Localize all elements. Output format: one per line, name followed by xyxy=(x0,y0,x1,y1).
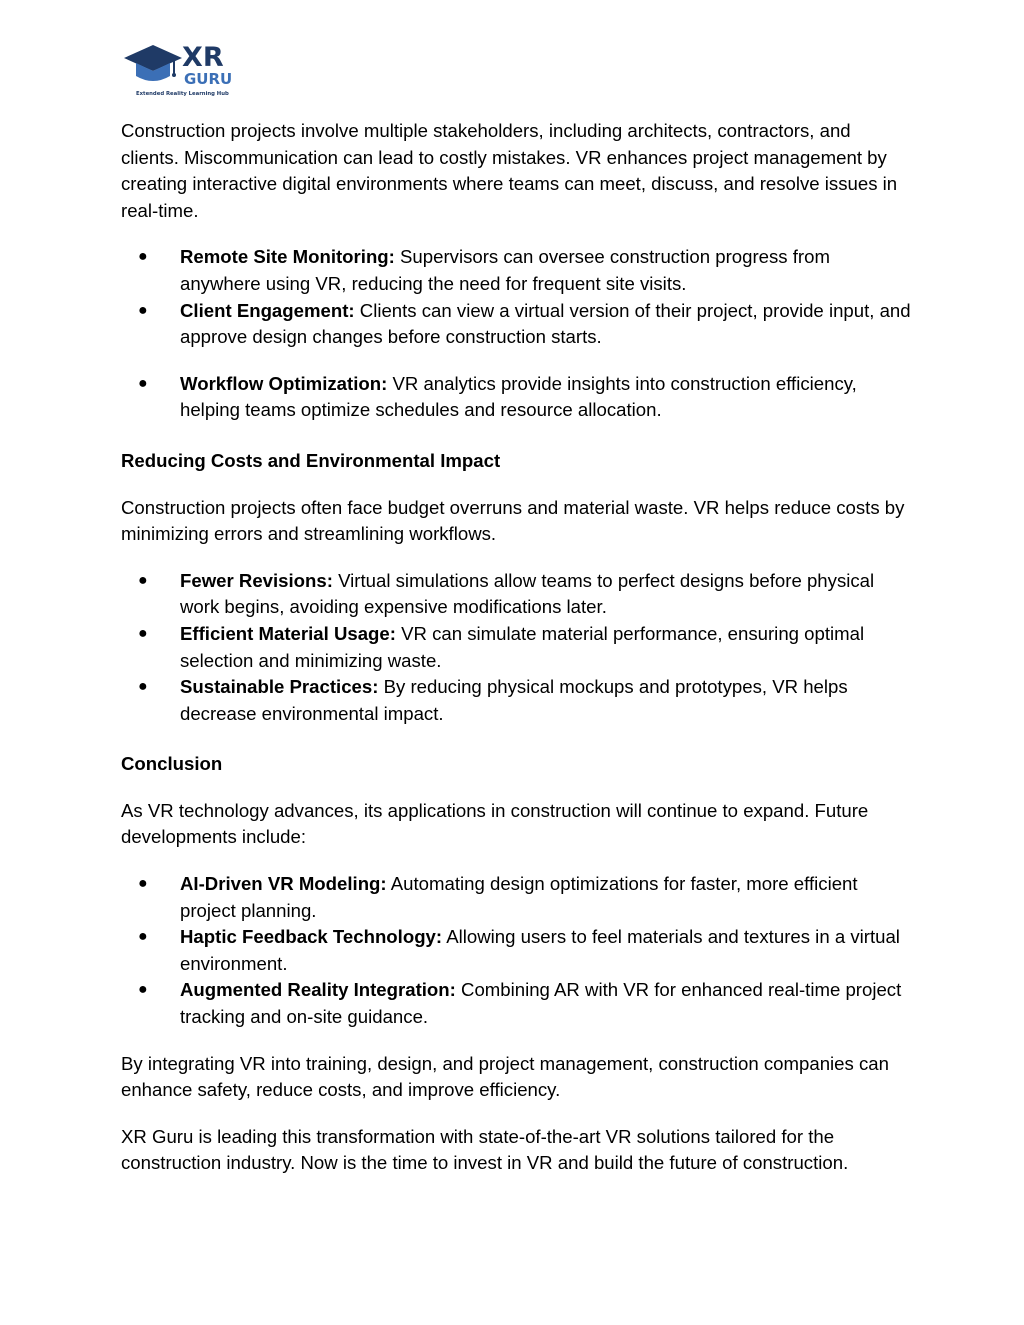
list-item-text: By reducing physical mockups and prototypes, VR helps decrease environmental impact. xyxy=(180,676,848,724)
list-item xyxy=(121,674,911,727)
list-item-text: Clients can view a virtual version of their project, provide input, and approve design changes before construction starts. xyxy=(180,299,911,348)
list-item-title: Augmented Reality Integration: xyxy=(180,979,456,1001)
list-item xyxy=(121,924,911,977)
section-heading-conclusion: Conclusion xyxy=(121,753,223,775)
logo-tagline: Extended Reality Learning Hub xyxy=(136,91,229,97)
list-item-title: Workflow Optimization: xyxy=(180,372,388,394)
document-body xyxy=(121,118,911,1177)
list-item xyxy=(121,621,911,674)
list-item-title: Haptic Feedback Technology: xyxy=(180,926,443,948)
bullet-icon: ● xyxy=(138,571,148,589)
collaboration-list xyxy=(121,244,911,350)
list-item-text: Supervisors can oversee construction progress from anywhere using VR, reducing the need for frequent site visits. xyxy=(180,246,830,294)
bullet-icon: ● xyxy=(138,624,148,642)
section-heading-costs: Reducing Costs and Environmental Impact xyxy=(121,449,501,471)
xr-guru-logo xyxy=(122,38,252,100)
list-item-title: Fewer Revisions: xyxy=(180,569,333,591)
list-item xyxy=(121,298,911,351)
list-item xyxy=(121,977,911,1030)
bullet-icon: ● xyxy=(138,301,148,319)
bullet-icon: ● xyxy=(138,928,148,946)
list-item xyxy=(121,568,911,621)
graduation-cap-icon xyxy=(124,45,182,81)
list-item-title: Client Engagement: xyxy=(180,299,355,321)
list-item-title: AI-Driven VR Modeling: xyxy=(180,873,387,895)
costs-paragraph: Construction projects often face budget overruns and material waste. VR helps reduce costs by minimizing errors and streamlining workflows. xyxy=(121,496,905,545)
bullet-icon: ● xyxy=(138,981,148,999)
list-item-title: Efficient Material Usage: xyxy=(180,622,396,644)
costs-list xyxy=(121,568,911,728)
bullet-icon: ● xyxy=(138,374,148,392)
logo-brand-bottom: GURU xyxy=(184,70,233,88)
conclusion-paragraph: As VR technology advances, its applications in construction will continue to expand. Future developments include: xyxy=(121,799,869,848)
list-item-text: Combining AR with VR for enhanced real-time project tracking and on-site guidance. xyxy=(180,979,902,1028)
closing-paragraph-2: XR Guru is leading this transformation with state-of-the-art VR solutions tailored for the construction industry. Now is the time to invest in VR and build the future of construction. xyxy=(121,1125,849,1174)
bullet-icon: ● xyxy=(138,875,148,893)
list-item-text: Automating design optimizations for faster, more efficient project planning. xyxy=(180,873,858,921)
future-developments-list xyxy=(121,871,911,1031)
workflow-list xyxy=(121,371,911,424)
list-item xyxy=(121,244,911,297)
logo-brand-top: XR xyxy=(182,42,224,73)
list-item-text: Allowing users to feel materials and textures in a virtual environment. xyxy=(180,926,900,974)
bullet-icon: ● xyxy=(138,248,148,266)
list-item-title: Remote Site Monitoring: xyxy=(180,246,395,268)
list-item-text: VR analytics provide insights into construction efficiency, helping teams optimize schedules and resource allocation. xyxy=(180,372,857,421)
list-item-text: VR can simulate material performance, ensuring optimal selection and minimizing waste. xyxy=(180,622,865,671)
list-item xyxy=(121,371,911,424)
list-item-text: Virtual simulations allow teams to perfect designs before physical work begins, avoiding expensive modifications later. xyxy=(180,569,875,618)
bullet-icon: ● xyxy=(138,678,148,696)
list-item xyxy=(121,871,911,924)
intro-paragraph: Construction projects involve multiple stakeholders, including architects, contractors, and clients. Miscommunication can lead to costly mistakes. VR enhances project management by creating interactive digital environments where teams can meet, discuss, and resolve issues in real-time. xyxy=(121,120,898,221)
list-item-title: Sustainable Practices: xyxy=(180,676,379,698)
closing-paragraph-1: By integrating VR into training, design, and project management, construction companies can enhance safety, reduce costs, and improve efficiency. xyxy=(121,1052,889,1101)
